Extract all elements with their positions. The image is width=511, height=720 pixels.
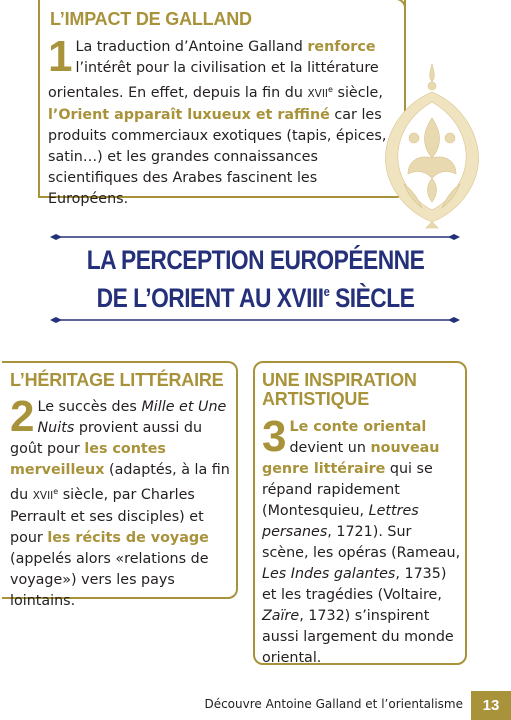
text-run: siècle,: [332, 85, 383, 101]
heading-divider-top: [50, 233, 460, 241]
text-run: (adaptés, à la fin du: [10, 462, 230, 503]
text-run: devient un: [289, 440, 371, 456]
century-suffix: e: [53, 487, 59, 496]
section-number: 2: [10, 392, 35, 441]
heading-divider-bottom: [50, 316, 460, 324]
italic-title: Mille et Une Nuits: [37, 399, 227, 436]
artistic-box: [253, 361, 467, 667]
text-run: , 1735) et les tragédies (Voltaire,: [262, 566, 447, 603]
text-run: provient aussi du goût pour: [10, 420, 203, 457]
italic-title: Lettres persanes: [262, 503, 419, 540]
text-run: La traduction d’Antoine Galland: [75, 39, 308, 55]
highlight-text: nouveau genre littéraire: [262, 440, 440, 477]
box-frame-top: [38, 0, 406, 8]
arabesque-ornament-icon: [378, 62, 486, 230]
box-title: L’HÉRITAGE LITTÉRAIRE: [10, 370, 224, 390]
box-text: [48, 32, 398, 210]
text-run: l’intérêt pour la civilisation et la littérature orientales. En effet, depuis la fin du: [48, 60, 379, 101]
box-title: L’IMPACT DE GALLAND: [50, 9, 252, 29]
highlight-text: Le conte oriental: [289, 419, 427, 435]
century-numeral: XVII: [32, 490, 54, 502]
box-title: UNE INSPIRATION ARTISTIQUE: [262, 370, 417, 409]
century-suffix: e: [328, 85, 333, 94]
century-numeral: XVII: [307, 88, 329, 100]
text-run: qui se répand rapidement (Montesquieu,: [262, 461, 433, 519]
highlight-text: les contes merveilleux: [10, 441, 166, 478]
page-number: 13: [471, 691, 511, 720]
text-run: , 1732) s’inspirent aussi largement du monde oriental.: [262, 608, 454, 666]
impact-box: [38, 0, 406, 207]
highlight-text: l’Orient apparaît luxueux et raffiné: [48, 107, 330, 123]
text-run: Le succès des: [37, 399, 142, 415]
highlight-text: les récits de voyage: [47, 530, 209, 546]
heading-line-2-text: DE L’ORIENT AU XVIII: [96, 283, 324, 313]
heading-century-suffix: e: [323, 284, 330, 299]
italic-title: Les Indes galantes: [262, 566, 396, 582]
heading-line-2: [36, 276, 475, 314]
footer-title: Découvre Antoine Galland et l’orientalisme: [204, 697, 463, 711]
box-text: [262, 412, 462, 669]
text-run: car les produits commerciaux exotiques (tapis, épices, satin…) et les grandes connaissances scientifiques des Arabes fascinent les Européens.: [48, 107, 387, 207]
text-run: , 1721). Sur scène, les opéras (Rameau,: [262, 524, 461, 561]
section-number: 3: [262, 412, 287, 461]
italic-title: Zaïre: [262, 608, 300, 624]
page-heading: [36, 244, 475, 314]
section-number: 1: [48, 32, 73, 81]
box-text: [10, 392, 236, 612]
heading-line-2-end: SIÈCLE: [329, 283, 415, 313]
text-run: siècle, par Charles Perrault et ses disciples) et pour: [10, 487, 204, 546]
text-run: (appelés alors «relations de voyage») vers les pays lointains.: [10, 551, 209, 609]
heritage-box: [2, 361, 238, 609]
heading-line-1: LA PERCEPTION EUROPÉENNE: [86, 245, 425, 275]
highlight-text: renforce: [307, 39, 376, 55]
